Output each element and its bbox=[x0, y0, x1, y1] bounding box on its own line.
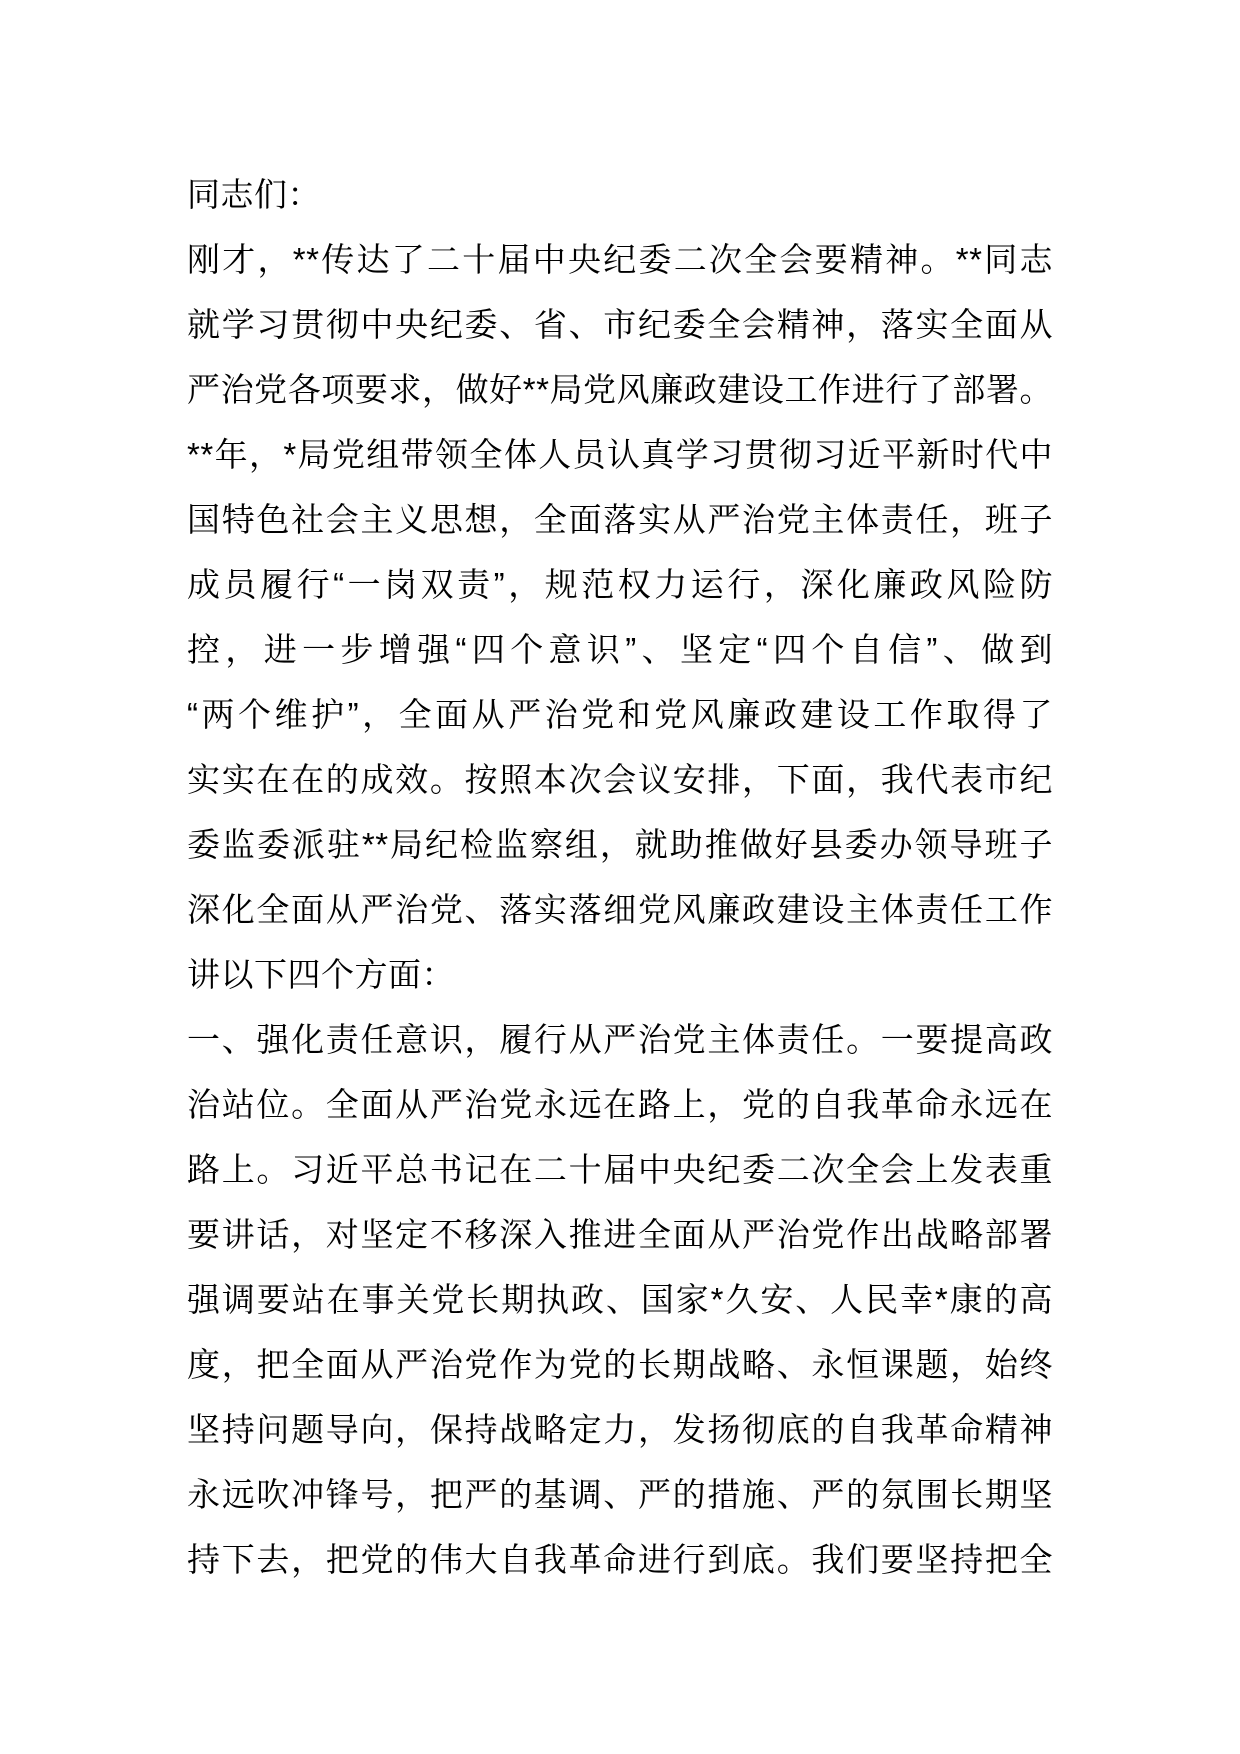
text-line: 要讲话，对坚定不移深入推进全面从严治党作出战略部署 bbox=[187, 1216, 1053, 1253]
text-line: 实实在在的成效。按照本次会议安排，下面，我代表市纪 bbox=[187, 761, 1053, 798]
text-line: 同志们： bbox=[187, 176, 321, 213]
text-line: 深化全面从严治党、落实落细党风廉政建设主体责任工作 bbox=[187, 891, 1053, 928]
text-line: 讲以下四个方面： bbox=[187, 956, 455, 993]
text-line: 严治党各项要求，做好**局党风廉政建设工作进行了部署。 bbox=[187, 371, 1053, 408]
text-line: 持下去，把党的伟大自我革命进行到底。我们要坚持把全 bbox=[187, 1541, 1053, 1578]
text-line: “两个维护”，全面从严治党和党风廉政建设工作取得了 bbox=[187, 696, 1053, 733]
text-line: 就学习贯彻中央纪委、省、市纪委全会精神，落实全面从 bbox=[187, 306, 1053, 343]
text-line: 强调要站在事关党长期执政、国家*久安、人民幸*康的高 bbox=[187, 1281, 1053, 1318]
text-line: 度，把全面从严治党作为党的长期战略、永恒课题，始终 bbox=[187, 1346, 1053, 1383]
document-body bbox=[187, 162, 1053, 1592]
text-line: 路上。习近平总书记在二十届中央纪委二次全会上发表重 bbox=[187, 1151, 1053, 1188]
text-line: 刚才，**传达了二十届中央纪委二次全会要精神。**同志 bbox=[187, 241, 1053, 278]
text-line: **年，*局党组带领全体人员认真学习贯彻习近平新时代中 bbox=[187, 436, 1053, 473]
text-line: 国特色社会主义思想，全面落实从严治党主体责任，班子 bbox=[187, 501, 1053, 538]
text-line: 成员履行“一岗双责”，规范权力运行，深化廉政风险防 bbox=[187, 566, 1053, 603]
text-line: 委监委派驻**局纪检监察组，就助推做好县委办领导班子 bbox=[187, 826, 1053, 863]
text-line: 控，进一步增强“四个意识”、坚定“四个自信”、做到 bbox=[187, 631, 1053, 668]
text-line: 永远吹冲锋号，把严的基调、严的措施、严的氛围长期坚 bbox=[187, 1476, 1053, 1513]
text-line: 坚持问题导向，保持战略定力，发扬彻底的自我革命精神 bbox=[187, 1411, 1053, 1448]
text-line: 一、强化责任意识，履行从严治党主体责任。一要提高政 bbox=[187, 1021, 1053, 1058]
text-line: 治站位。全面从严治党永远在路上，党的自我革命永远在 bbox=[187, 1086, 1053, 1123]
